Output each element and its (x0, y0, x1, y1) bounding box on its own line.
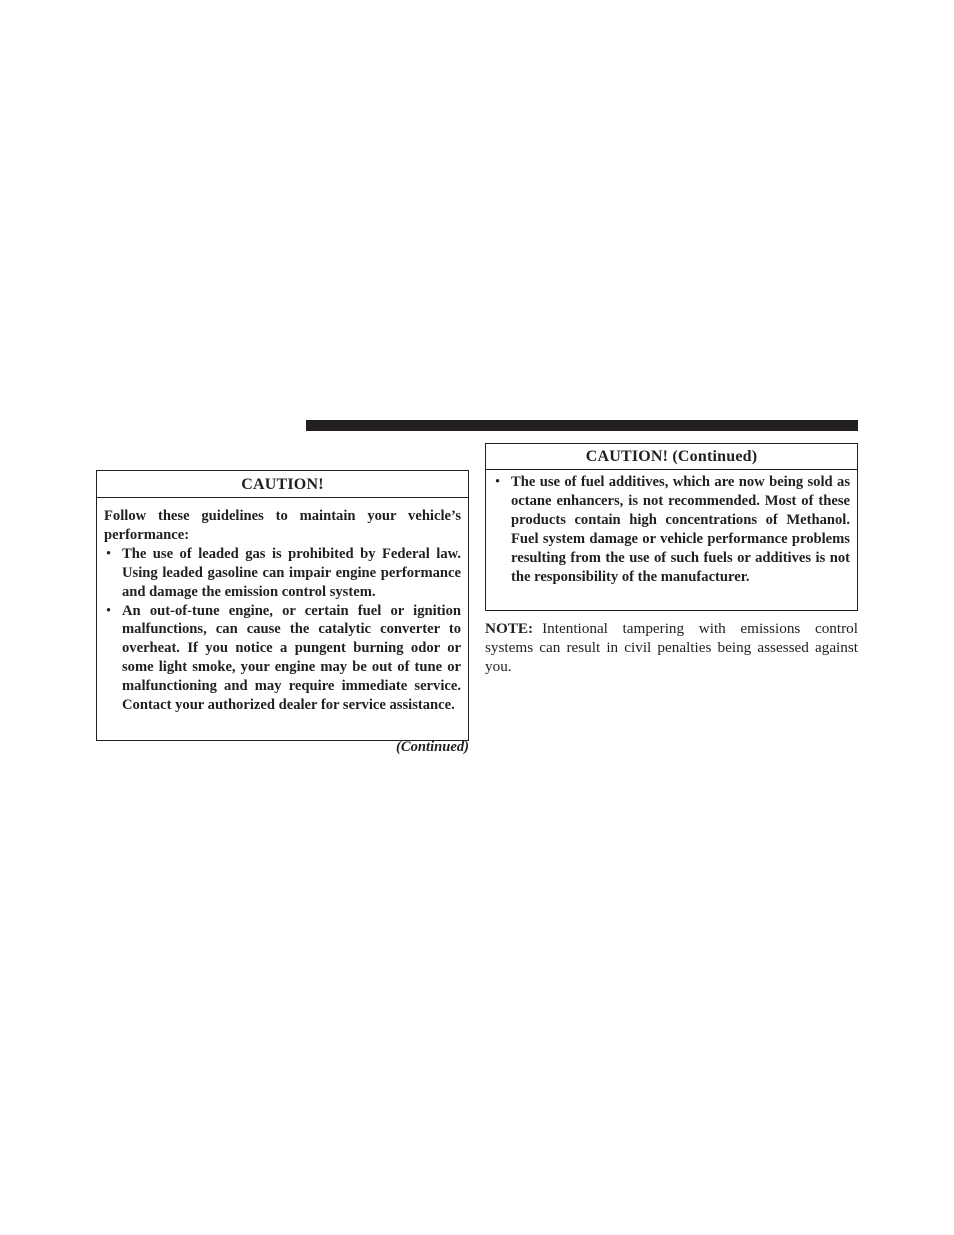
note-paragraph (485, 619, 858, 676)
caution-bullet-list (104, 545, 461, 715)
note-text: Intentional tampering with emissions control systems can result in civil penalties being assessed against you. (485, 620, 858, 675)
caution-box (96, 470, 469, 741)
caution-intro: Follow these guidelines to maintain your vehicle’s performance: (104, 508, 461, 543)
caution-continued-box (485, 443, 858, 611)
caution-bullet-text: The use of leaded gas is prohibited by Federal law. Using leaded gasoline can impair engine performance and damage the emission control system. (122, 545, 461, 600)
caution-bullet-text: The use of fuel additives, which are now being sold as octane enhancers, is not recommended. Most of these products contain high concentrations of Methanol. Fuel system damage or vehicle performance problems resulting from the use of such fuels or additives is not the responsibility of the manufacturer. (511, 474, 850, 585)
section-header-bar (306, 420, 858, 431)
caution-continued-heading: CAUTION! (Continued) (486, 444, 857, 470)
caution-bullet-list (493, 473, 850, 586)
caution-bullet-item (104, 602, 461, 715)
bullet-icon: • (495, 474, 501, 490)
continued-label: (Continued) (396, 739, 469, 755)
bullet-icon: • (106, 545, 112, 562)
caution-heading: CAUTION! (97, 471, 468, 498)
caution-body (486, 470, 857, 586)
caution-bullet-text: An out-of-tune engine, or certain fuel or ignition malfunctions, can cause the catalytic converter to overheat. If you notice a pungent burning odor or some light smoke, your engine may be out of tune or malfunctioning and may require immediate service. Contact your authorized dealer for service assistance. (122, 602, 461, 714)
caution-bullet-item (104, 545, 461, 602)
note-label: NOTE: (485, 620, 534, 637)
bullet-icon: • (106, 602, 112, 619)
caution-bullet-item (493, 473, 850, 586)
caution-body (97, 498, 468, 715)
